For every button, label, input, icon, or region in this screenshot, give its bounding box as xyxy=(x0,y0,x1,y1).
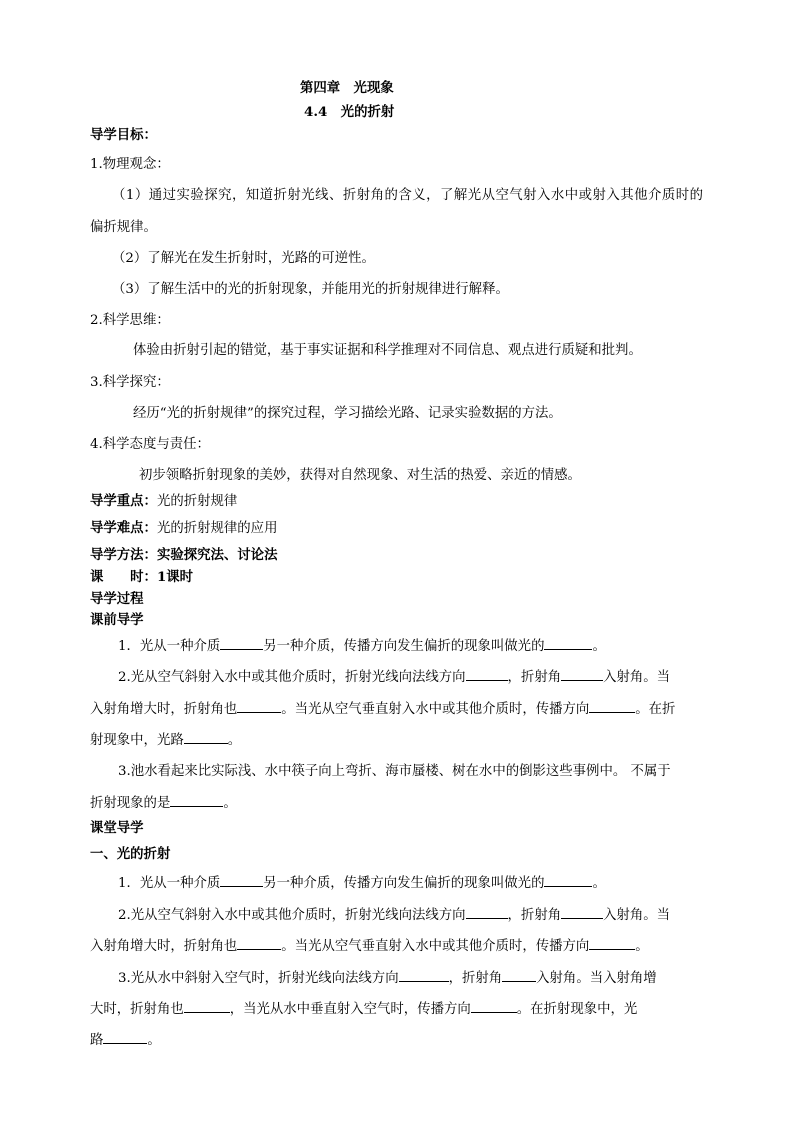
answer-blank[interactable] xyxy=(184,1000,230,1013)
text-run: 折射现象的是 xyxy=(90,796,171,811)
text-run: 。当光从空气垂直射入水中或其他介质时，传播方向 xyxy=(281,702,590,717)
section-title: 4.4 光的折射 xyxy=(304,104,395,120)
pre-question-3-line-1: 3.池水看起来比实际浅、水中筷子向上弯折、海市蜃楼、树在水中的倒影这些事例中。 不属于 xyxy=(118,764,671,779)
goal-2-text: 体验由折射引起的错觉，基于事实证据和科学推理对不同信息、观点进行质疑和批判。 xyxy=(133,343,642,358)
text-run: 2.光从空气斜射入水中或其他介质时，折射光线向法线方向 xyxy=(118,908,466,923)
difficulty-label: 导学难点： xyxy=(90,520,157,536)
class-question-2-line-2 xyxy=(90,937,649,956)
answer-blank[interactable] xyxy=(399,969,449,982)
period-line xyxy=(90,568,193,586)
text-run: 大时，折射角也 xyxy=(90,1002,184,1017)
goal-1-item-3: （3）了解生活中的光的折射现象，并能用光的折射规律进行解释。 xyxy=(112,282,509,297)
text-run: 。在折 xyxy=(635,702,676,717)
text-run: 路 xyxy=(90,1033,104,1048)
answer-blank[interactable] xyxy=(220,637,263,650)
answer-blank[interactable] xyxy=(220,874,263,887)
answer-blank[interactable] xyxy=(502,969,536,982)
text-run: 。 xyxy=(227,733,242,748)
text-run: 入射角。当入射角增 xyxy=(536,971,657,986)
answer-blank[interactable] xyxy=(237,700,281,713)
pre-question-1 xyxy=(118,637,606,656)
answer-blank[interactable] xyxy=(471,1000,517,1013)
answer-blank[interactable] xyxy=(544,874,592,887)
class-question-3-line-1 xyxy=(118,969,657,988)
answer-blank[interactable] xyxy=(466,668,508,681)
answer-blank[interactable] xyxy=(589,700,635,713)
process-heading: 导学过程 xyxy=(90,591,144,607)
pre-question-2-line-2 xyxy=(90,700,675,719)
text-run: ，折射角 xyxy=(507,908,562,923)
text-run: 。当光从空气垂直射入水中或其他介质时，传播方向 xyxy=(281,939,590,954)
period-label: 课 时： xyxy=(90,569,157,585)
text-run: 3.光从水中斜射入空气时，折射光线向法线方向 xyxy=(118,971,399,986)
answer-blank[interactable] xyxy=(237,937,281,950)
text-run: ，折射角 xyxy=(448,971,503,986)
text-run: 。 xyxy=(592,876,606,891)
goal-1-title: 1.物理观念： xyxy=(90,157,170,172)
pre-question-2-line-1 xyxy=(118,668,670,687)
class-question-3-line-3 xyxy=(90,1031,161,1050)
method-line: 导学方法：实验探究法、讨论法 xyxy=(90,547,278,563)
key-point xyxy=(90,492,237,511)
text-run: 。 xyxy=(223,796,237,811)
text-run: 。在折射现象中，光 xyxy=(516,1002,638,1017)
difficulty-point xyxy=(90,519,277,538)
answer-blank[interactable] xyxy=(184,731,228,744)
goal-3-title: 3.科学探究： xyxy=(90,375,170,390)
pre-class-heading: 课前导学 xyxy=(90,612,144,628)
period-value: 1课时 xyxy=(156,569,194,585)
key-point-text: 光的折射规律 xyxy=(156,494,238,509)
text-run: 。 xyxy=(592,639,606,654)
class-question-2-line-1 xyxy=(118,906,670,925)
answer-blank[interactable] xyxy=(466,906,508,919)
goal-4-title: 4.科学态度与责任： xyxy=(90,437,210,452)
text-run: 入射角增大时，折射角也 xyxy=(90,939,238,954)
text-run: 1．光从一种介质 xyxy=(118,876,221,891)
goals-heading: 导学目标： xyxy=(90,127,157,143)
text-run: 入射角。当 xyxy=(603,670,671,685)
goal-1-item-1-line-2: 偏折规律。 xyxy=(90,220,157,235)
pre-question-2-line-3 xyxy=(90,731,241,750)
goal-4-text: 初步领略折射现象的美妙，获得对自然现象、对生活的热爱、亲近的情感。 xyxy=(139,468,581,483)
answer-blank[interactable] xyxy=(561,668,603,681)
text-run: ，折射角 xyxy=(507,670,562,685)
goal-1-item-1-line-1: （1）通过实验探究，知道折射光线、折射角的含义，了解光从空气射入水中或射入其他介质时的 xyxy=(112,188,703,203)
in-class-heading: 课堂导学 xyxy=(90,820,144,836)
answer-blank[interactable] xyxy=(544,637,592,650)
answer-blank[interactable] xyxy=(561,906,603,919)
text-run: 另一种介质，传播方向发生偏折的现象叫做光的 xyxy=(263,876,545,891)
goal-3-text: 经历“光的折射规律”的探究过程，学习描绘光路、记录实验数据的方法。 xyxy=(133,406,562,421)
text-run: ，当光从水中垂直射入空气时，传播方向 xyxy=(229,1002,471,1017)
text-run: 入射角。当 xyxy=(603,908,671,923)
text-run: 射现象中，光路 xyxy=(90,733,184,748)
class-question-3-line-2 xyxy=(90,1000,637,1019)
pre-question-3-line-2 xyxy=(90,794,237,813)
text-run: 入射角增大时，折射角也 xyxy=(90,702,238,717)
answer-blank[interactable] xyxy=(103,1031,147,1044)
text-run: 另一种介质，传播方向发生偏折的现象叫做光的 xyxy=(263,639,545,654)
answer-blank[interactable] xyxy=(170,794,223,807)
difficulty-text: 光的折射规律的应用 xyxy=(156,521,278,536)
refraction-subheading: 一、光的折射 xyxy=(90,846,171,862)
text-run: 1．光从一种介质 xyxy=(118,639,221,654)
answer-blank[interactable] xyxy=(589,937,635,950)
goal-1-item-2: （2）了解光在发生折射时，光路的可逆性。 xyxy=(112,251,375,266)
goal-2-title: 2.科学思维： xyxy=(90,313,170,328)
class-question-1 xyxy=(118,874,606,893)
text-run: 2.光从空气斜射入水中或其他介质时，折射光线向法线方向 xyxy=(118,670,466,685)
chapter-title: 第四章 光现象 xyxy=(300,80,394,96)
key-point-label: 导学重点： xyxy=(90,493,157,509)
text-run: 。 xyxy=(147,1033,161,1048)
text-run: 。 xyxy=(635,939,649,954)
